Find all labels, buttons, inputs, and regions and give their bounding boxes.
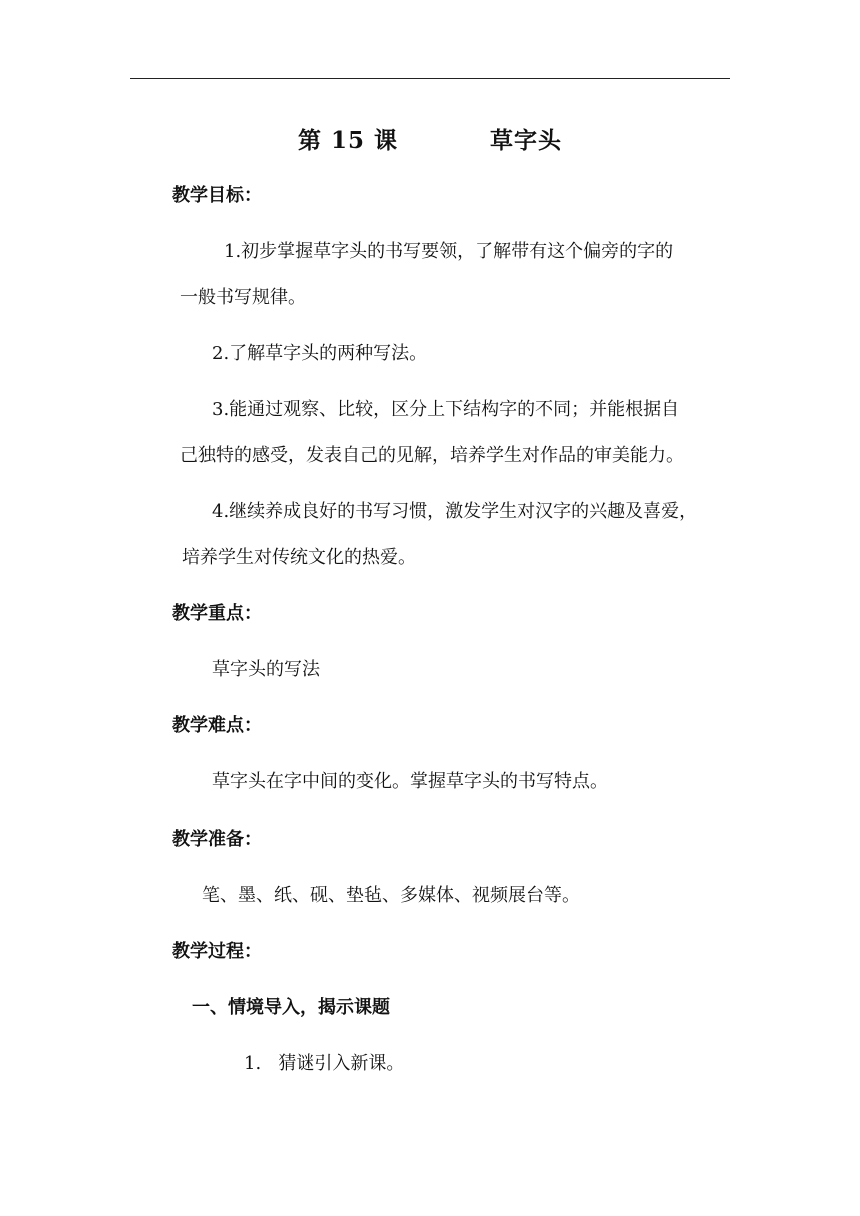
- goal-3-line-2: 己独特的感受，发表自己的见解，培养学生对作品的审美能力。: [180, 445, 684, 466]
- difficulties-heading: 教学难点：: [172, 715, 262, 736]
- goal-2-line-1: 2.了解草字头的两种写法。: [212, 343, 428, 364]
- header-rule: [130, 78, 730, 79]
- goal-3-line-1: 3.能通过观察、比较，区分上下结构字的不同；并能根据自: [212, 399, 680, 420]
- goal-4-line-1: 4.继续养成良好的书写习惯，激发学生对汉字的兴趣及喜爱，: [212, 501, 698, 522]
- difficulties-text: 草字头在字中间的变化。掌握草字头的书写特点。: [212, 771, 608, 792]
- key-points-heading: 教学重点：: [172, 603, 262, 624]
- lesson-number: 第 15 课: [297, 127, 399, 154]
- process-step-1: 1. 猜谜引入新课。: [244, 1053, 405, 1074]
- preparation-heading: 教学准备：: [172, 829, 262, 850]
- key-points-text: 草字头的写法: [212, 659, 320, 680]
- goals-heading: 教学目标：: [172, 185, 262, 206]
- goal-4-line-2: 培养学生对传统文化的热爱。: [182, 547, 416, 568]
- preparation-text: 笔、墨、纸、砚、垫毡、多媒体、视频展台等。: [202, 885, 580, 906]
- process-section-1: 一、情境导入，揭示课题: [192, 997, 390, 1018]
- goal-1-line-1: 1.初步掌握草字头的书写要领，了解带有这个偏旁的字的: [224, 241, 674, 262]
- goal-1-line-2: 一般书写规律。: [180, 287, 306, 308]
- lesson-topic: 草字头: [490, 127, 563, 154]
- process-heading: 教学过程：: [172, 941, 262, 962]
- page-title: [0, 122, 860, 155]
